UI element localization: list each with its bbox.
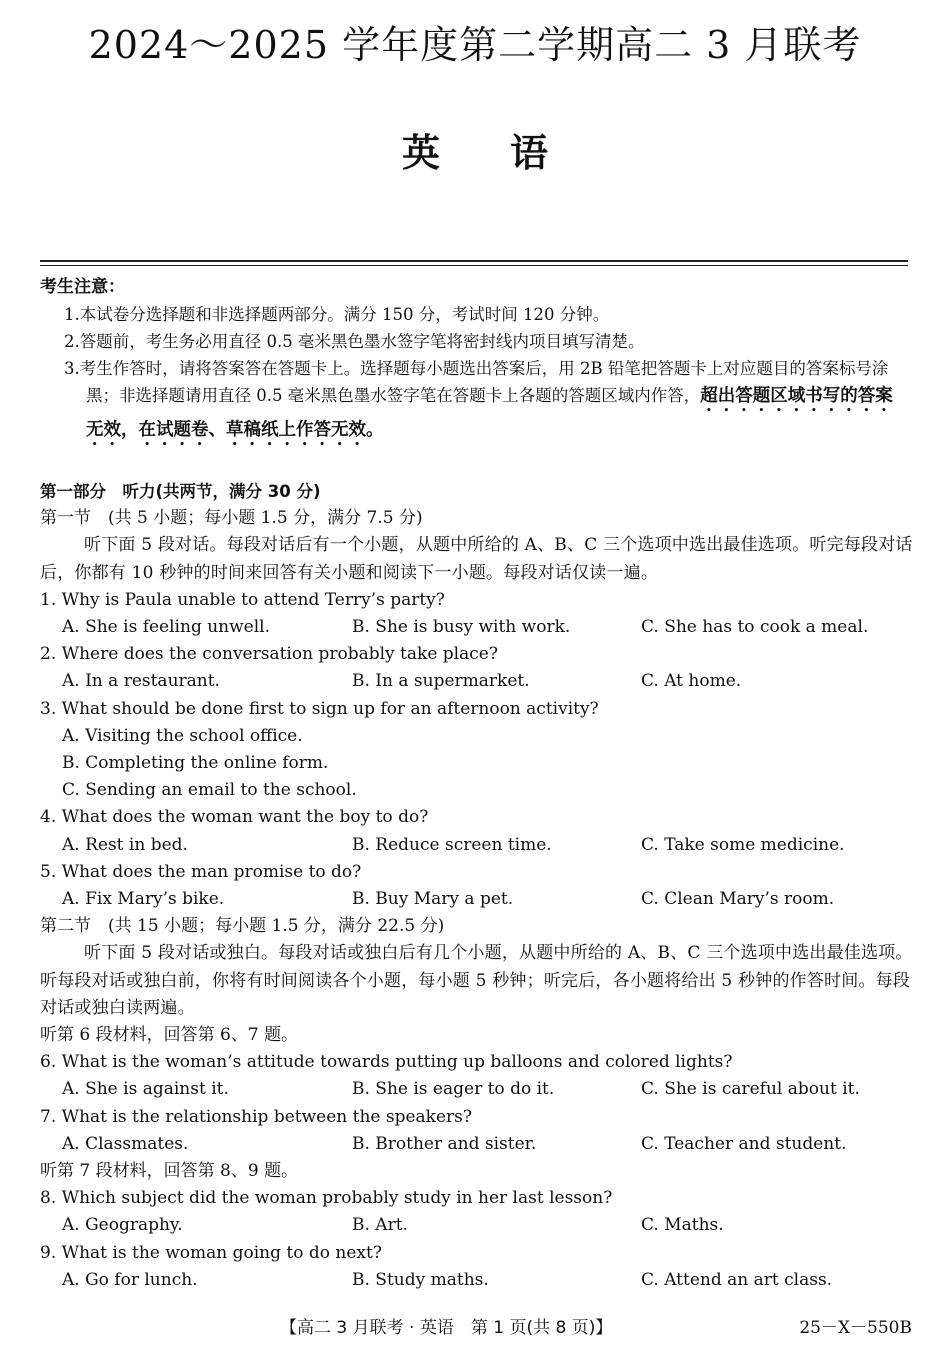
- option-c: C. Attend an art class.: [641, 1269, 833, 1290]
- option-c: C. She is careful about it.: [641, 1079, 860, 1100]
- option-a: A. Geography.: [62, 1215, 183, 1236]
- option-c: C. She has to cook a meal.: [641, 617, 869, 638]
- question-stem: 9. What is the woman going to do next?: [40, 1242, 382, 1263]
- material-heading: 听第 6 段材料，回答第 6、7 题。: [40, 1025, 299, 1046]
- option-c: C. Maths.: [641, 1215, 724, 1236]
- question-stem: 5. What does the man promise to do?: [40, 861, 362, 882]
- subject-title: 英语: [401, 131, 618, 175]
- option-a: A. She is against it.: [62, 1079, 229, 1100]
- question-stem: 7. What is the relationship between the speakers?: [40, 1106, 473, 1127]
- option-b: B. Brother and sister.: [352, 1133, 537, 1154]
- option-b: B. She is eager to do it.: [352, 1079, 555, 1100]
- notice-block: [40, 274, 910, 450]
- option-a: A. Fix Mary’s bike.: [62, 889, 225, 910]
- divider-thick: [40, 260, 908, 262]
- notice-title: 考生注意：: [40, 277, 125, 297]
- option-a: A. Go for lunch.: [62, 1269, 198, 1290]
- question-options: [40, 832, 915, 859]
- option-b: B. She is busy with work.: [352, 617, 571, 638]
- question-options: [40, 1212, 915, 1239]
- option-a: A. She is feeling unwell.: [62, 617, 271, 638]
- option-c: C. Take some medicine.: [641, 834, 845, 855]
- option-b: B. Art.: [352, 1215, 408, 1236]
- option-a: A. Classmates.: [62, 1133, 189, 1154]
- option-a: A. Visiting the school office.: [62, 725, 303, 746]
- question-stem: 2. Where does the conversation probably take place?: [40, 644, 498, 665]
- question-options: [40, 614, 915, 641]
- option-c: C. Teacher and student.: [641, 1133, 847, 1154]
- option-b: B. In a supermarket.: [352, 671, 530, 692]
- section-two-instructions: 听下面 5 段对话或独白。每段对话或独白后有几个小题，从题中所给的 A、B、C 三个选项中选出最佳选项。听每段对话或独白前，你将有时间阅读各个小题，每小题 5 秒钟；听完后，各小题将给出 5 秒钟的作答时间。每段对话或独白读两遍。: [40, 943, 913, 1018]
- option-b: B. Completing the online form.: [62, 753, 329, 774]
- option-b: B. Reduce screen time.: [352, 834, 552, 855]
- question-stem: 3. What should be done first to sign up for an afternoon activity?: [40, 698, 599, 719]
- option-a: A. In a restaurant.: [62, 671, 220, 692]
- part-title: 第一部分 听力(共两节，满分 30 分): [40, 482, 321, 501]
- divider-thin: [40, 265, 908, 266]
- question-stem: 6. What is the woman’s attitude towards putting up balloons and colored lights?: [40, 1052, 733, 1073]
- question-stem: 8. Which subject did the woman probably study in her last lesson?: [40, 1188, 613, 1209]
- footer-page-info: 【高二 3 月联考 · 英语 第 1 页(共 8 页)】: [280, 1318, 613, 1338]
- question-stem: 4. What does the woman want the boy to do?: [40, 807, 429, 828]
- section-one-title: 第一节 (共 5 小题；每小题 1.5 分，满分 7.5 分): [40, 508, 423, 529]
- option-a: A. Rest in bed.: [62, 834, 188, 855]
- question-options: [40, 886, 915, 913]
- question-stem: 1. Why is Paula unable to attend Terry’s party?: [40, 589, 445, 610]
- option-c: C. At home.: [641, 671, 742, 692]
- option-c: C. Sending an email to the school.: [62, 780, 357, 801]
- option-b: B. Study maths.: [352, 1269, 489, 1290]
- notice-item: 2.答题前，考生务必用直径 0.5 毫米黑色墨水签字笔将密封线内项目填写清楚。: [64, 332, 645, 351]
- notice-emphasis: 超出答题区域书写的答案无效，在试题卷、草稿纸上作答无效。: [86, 386, 893, 440]
- question-options: [40, 1076, 915, 1103]
- material-heading: 听第 7 段材料，回答第 8、9 题。: [40, 1161, 299, 1182]
- option-b: B. Buy Mary a pet.: [352, 889, 514, 910]
- section-two-title: 第二节 (共 15 小题；每小题 1.5 分，满分 22.5 分): [40, 916, 445, 937]
- option-c: C. Clean Mary’s room.: [641, 889, 835, 910]
- notice-item-text: 3.考生作答时，请将答案答在答题卡上。选择题每小题选出答案后，用 2B 铅笔把答题卡上对应题目的答案标号涂黑；非选择题请用直径 0.5 毫米黑色墨水签字笔在答题卡上各题的答题区域内作答，: [64, 359, 889, 405]
- footer-code: 25－X－550B: [799, 1318, 912, 1338]
- question-options: [40, 1131, 915, 1158]
- notice-item: 1.本试卷分选择题和非选择题两部分。满分 150 分，考试时间 120 分钟。: [64, 305, 610, 324]
- notice-item: [40, 355, 910, 450]
- section-one-instructions: 听下面 5 段对话。每段对话后有一个小题，从题中所给的 A、B、C 三个选项中选出最佳选项。听完每段对话后，你都有 10 秒钟的时间来回答有关小题和阅读下一小题。每段对话仅读一遍。: [40, 535, 913, 583]
- question-options: [40, 668, 915, 695]
- part-one-listening: [40, 478, 915, 1294]
- exam-title: 2024～2025 学年度第二学期高二 3 月联考: [88, 23, 862, 67]
- question-options: [40, 1267, 915, 1294]
